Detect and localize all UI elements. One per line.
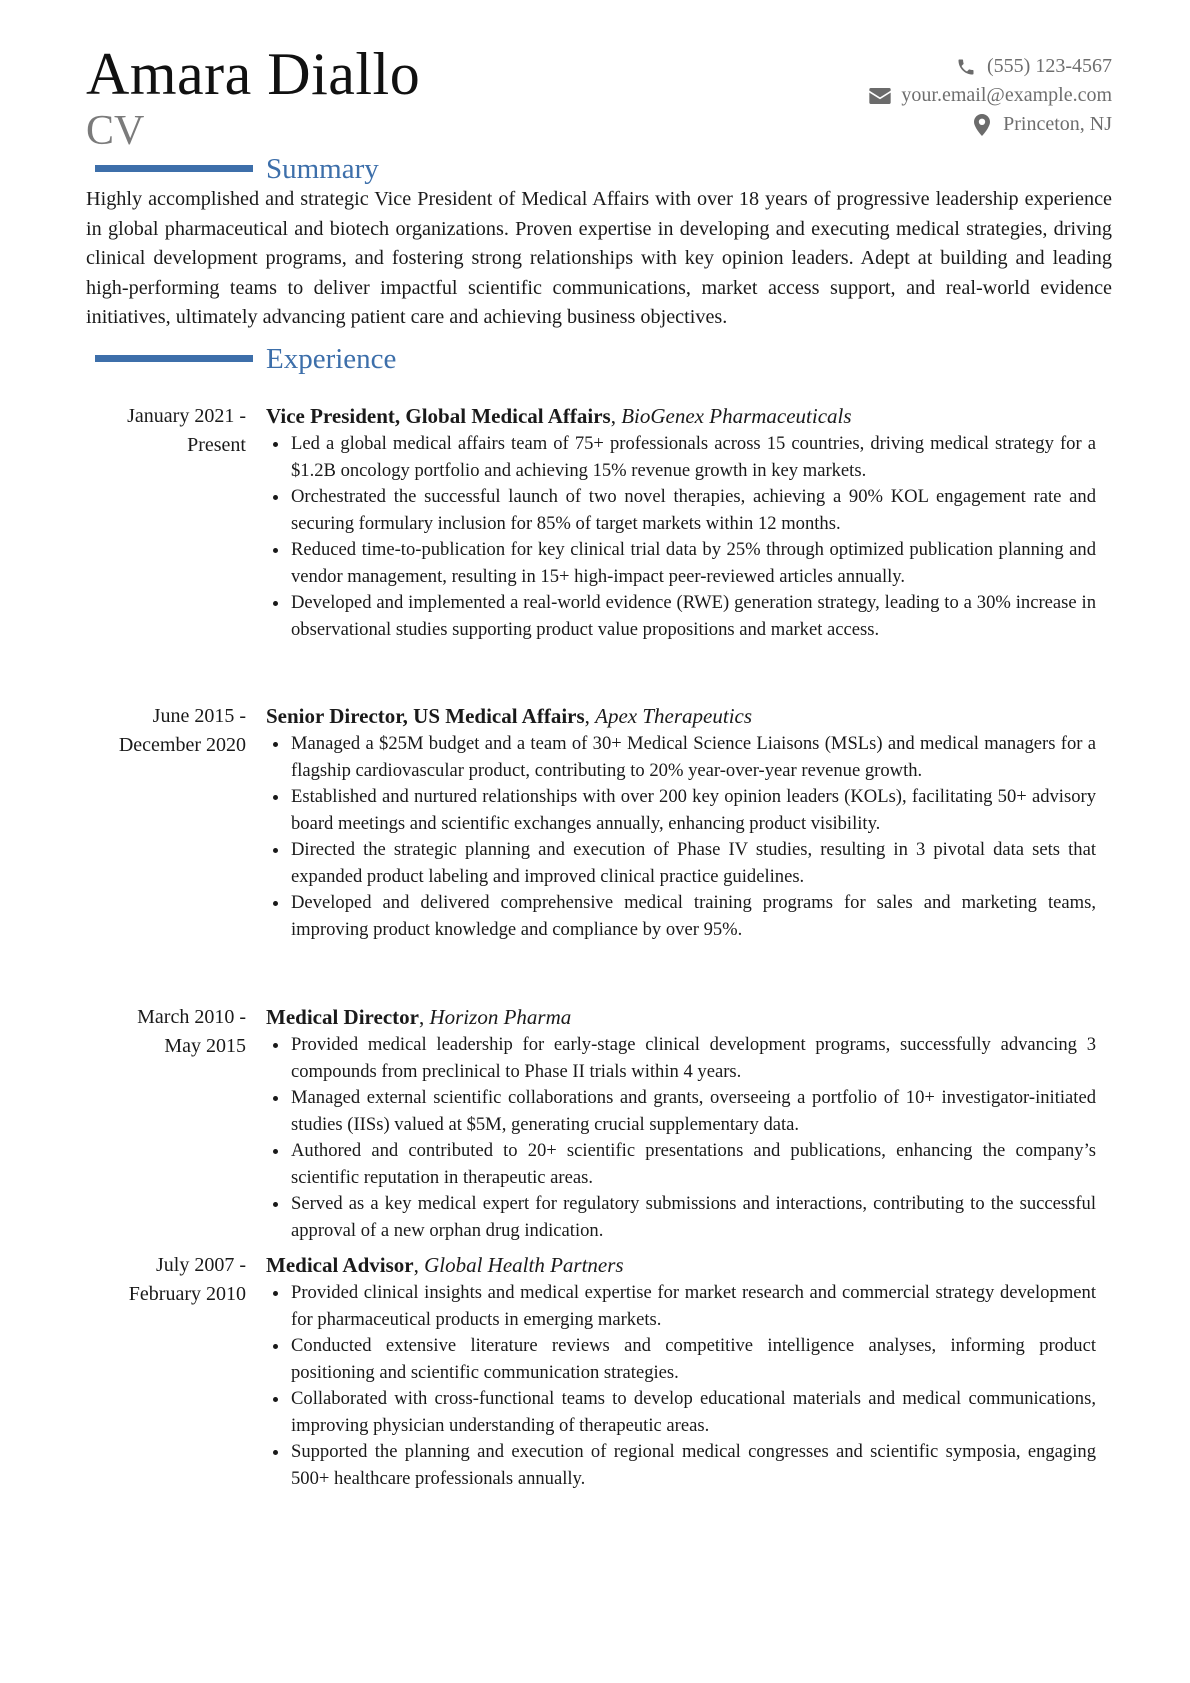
- summary-heading: Summary: [266, 153, 379, 185]
- email-address[interactable]: your.email@example.com: [901, 84, 1112, 106]
- section-accent-bar: [95, 165, 253, 172]
- achievement-item: Conducted extensive literature reviews and competitive intelligence analyses, informing product positioning and scientific communication strategies.: [266, 1333, 1096, 1386]
- date-end: February 2010: [128, 1283, 246, 1305]
- achievement-item: Reduced time-to-publication for key clinical trial data by 25% through optimized publication planning and vendor management, resulting in 15+ high-impact peer-reviewed articles annually.: [266, 537, 1096, 590]
- contact-email: [867, 81, 1112, 110]
- company-name: BioGenex Pharmaceuticals: [621, 404, 852, 428]
- date-start: March 2010 -: [137, 1006, 246, 1028]
- contact-location: [867, 110, 1112, 139]
- achievement-item: Served as a key medical expert for regulatory submissions and interactions, contributing to the successful approval of a new orphan drug indication.: [266, 1191, 1096, 1244]
- achievement-item: Provided medical leadership for early-stage clinical development programs, successfully advancing 3 compounds from preclinical to Phase II trials within 4 years.: [266, 1032, 1096, 1085]
- job-heading: Vice President, Global Medical Affairs, BioGenex Pharmaceuticals: [266, 404, 852, 428]
- achievement-item: Managed external scientific collaborations and grants, overseeing a portfolio of 10+ investigator-initiated studies (IISs) valued at $5M, generating crucial supplementary data.: [266, 1085, 1096, 1138]
- map-marker-icon: [969, 114, 995, 136]
- location-text: Princeton, NJ: [1003, 113, 1112, 135]
- achievement-item: Developed and delivered comprehensive medical training programs for sales and marketing teams, improving product knowledge and compliance by over 95%.: [266, 890, 1096, 943]
- date-start: January 2021 -: [127, 405, 246, 427]
- phone-number[interactable]: (555) 123-4567: [987, 55, 1112, 77]
- achievement-item: Developed and implemented a real-world evidence (RWE) generation strategy, leading to a 30% increase in observational studies supporting product value propositions and market access.: [266, 590, 1096, 643]
- achievement-item: Orchestrated the successful launch of two novel therapies, achieving a 90% KOL engagement rate and securing formulary inclusion for 85% of target markets within 12 months.: [266, 484, 1096, 537]
- job-title: Vice President, Global Medical Affairs: [266, 404, 611, 428]
- achievement-item: Managed a $25M budget and a team of 30+ Medical Science Liaisons (MSLs) and medical managers for a flagship cardiovascular product, contributing to 20% year-over-year revenue growth.: [266, 731, 1096, 784]
- achievement-item: Supported the planning and execution of regional medical congresses and scientific symposia, engaging 500+ healthcare professionals annually.: [266, 1439, 1096, 1492]
- date-start: July 2007 -: [156, 1254, 246, 1276]
- summary-text: Highly accomplished and strategic Vice President of Medical Affairs with over 18 years of progressive leadership experience in global pharmaceutical and biotech organizations. Proven expertise in developing and executing medical strategies, driving clinical development programs, and fostering strong relationships with key opinion leaders. Adept at building and leading high-performing teams to deliver impactful scientific communications, market access support, and real-world evidence initiatives, ultimately advancing patient care and achieving business objectives.: [86, 188, 1112, 328]
- date-end: December 2020: [118, 734, 246, 756]
- contact-phone: [867, 52, 1112, 81]
- section-accent-bar: [95, 355, 253, 362]
- achievement-item: Provided clinical insights and medical expertise for market research and commercial strategy development for pharmaceutical products in emerging markets.: [266, 1280, 1096, 1333]
- achievement-item: Authored and contributed to 20+ scientific presentations and publications, enhancing the company’s scientific reputation in therapeutic areas.: [266, 1138, 1096, 1191]
- job-heading: Senior Director, US Medical Affairs, Apex Therapeutics: [266, 704, 753, 728]
- date-start: June 2015 -: [152, 705, 246, 727]
- company-name: Horizon Pharma: [429, 1005, 572, 1029]
- envelope-icon: [867, 88, 893, 104]
- achievement-item: Directed the strategic planning and execution of Phase IV studies, resulting in 3 pivotal data sets that expanded product labeling and improved clinical practice guidelines.: [266, 837, 1096, 890]
- company-name: Apex Therapeutics: [595, 704, 753, 728]
- date-end: Present: [187, 434, 246, 456]
- date-end: May 2015: [164, 1035, 246, 1057]
- job-title: Senior Director, US Medical Affairs: [266, 704, 585, 728]
- job-heading: Medical Director, Horizon Pharma: [266, 1005, 572, 1029]
- document-subtitle: CV: [86, 108, 145, 154]
- achievement-item: Led a global medical affairs team of 75+ professionals across 15 countries, driving medical strategy for a $1.2B oncology portfolio and achieving 15% revenue growth in key markets.: [266, 431, 1096, 484]
- job-title: Medical Director: [266, 1005, 419, 1029]
- contact-block: [867, 52, 1112, 139]
- candidate-name: Amara Diallo: [86, 41, 421, 107]
- achievement-list: [266, 431, 1096, 643]
- achievement-list: [266, 1032, 1096, 1244]
- company-name: Global Health Partners: [424, 1253, 624, 1277]
- experience-heading: Experience: [266, 343, 397, 375]
- job-heading: Medical Advisor, Global Health Partners: [266, 1253, 624, 1277]
- achievement-list: [266, 731, 1096, 943]
- achievement-item: Collaborated with cross-functional teams to develop educational materials and medical communications, improving physician understanding of therapeutic areas.: [266, 1386, 1096, 1439]
- phone-icon: [953, 57, 979, 77]
- job-title: Medical Advisor: [266, 1253, 414, 1277]
- achievement-item: Established and nurtured relationships with over 200 key opinion leaders (KOLs), facilitating 50+ advisory board meetings and scientific exchanges annually, enhancing product visibility.: [266, 784, 1096, 837]
- achievement-list: [266, 1280, 1096, 1492]
